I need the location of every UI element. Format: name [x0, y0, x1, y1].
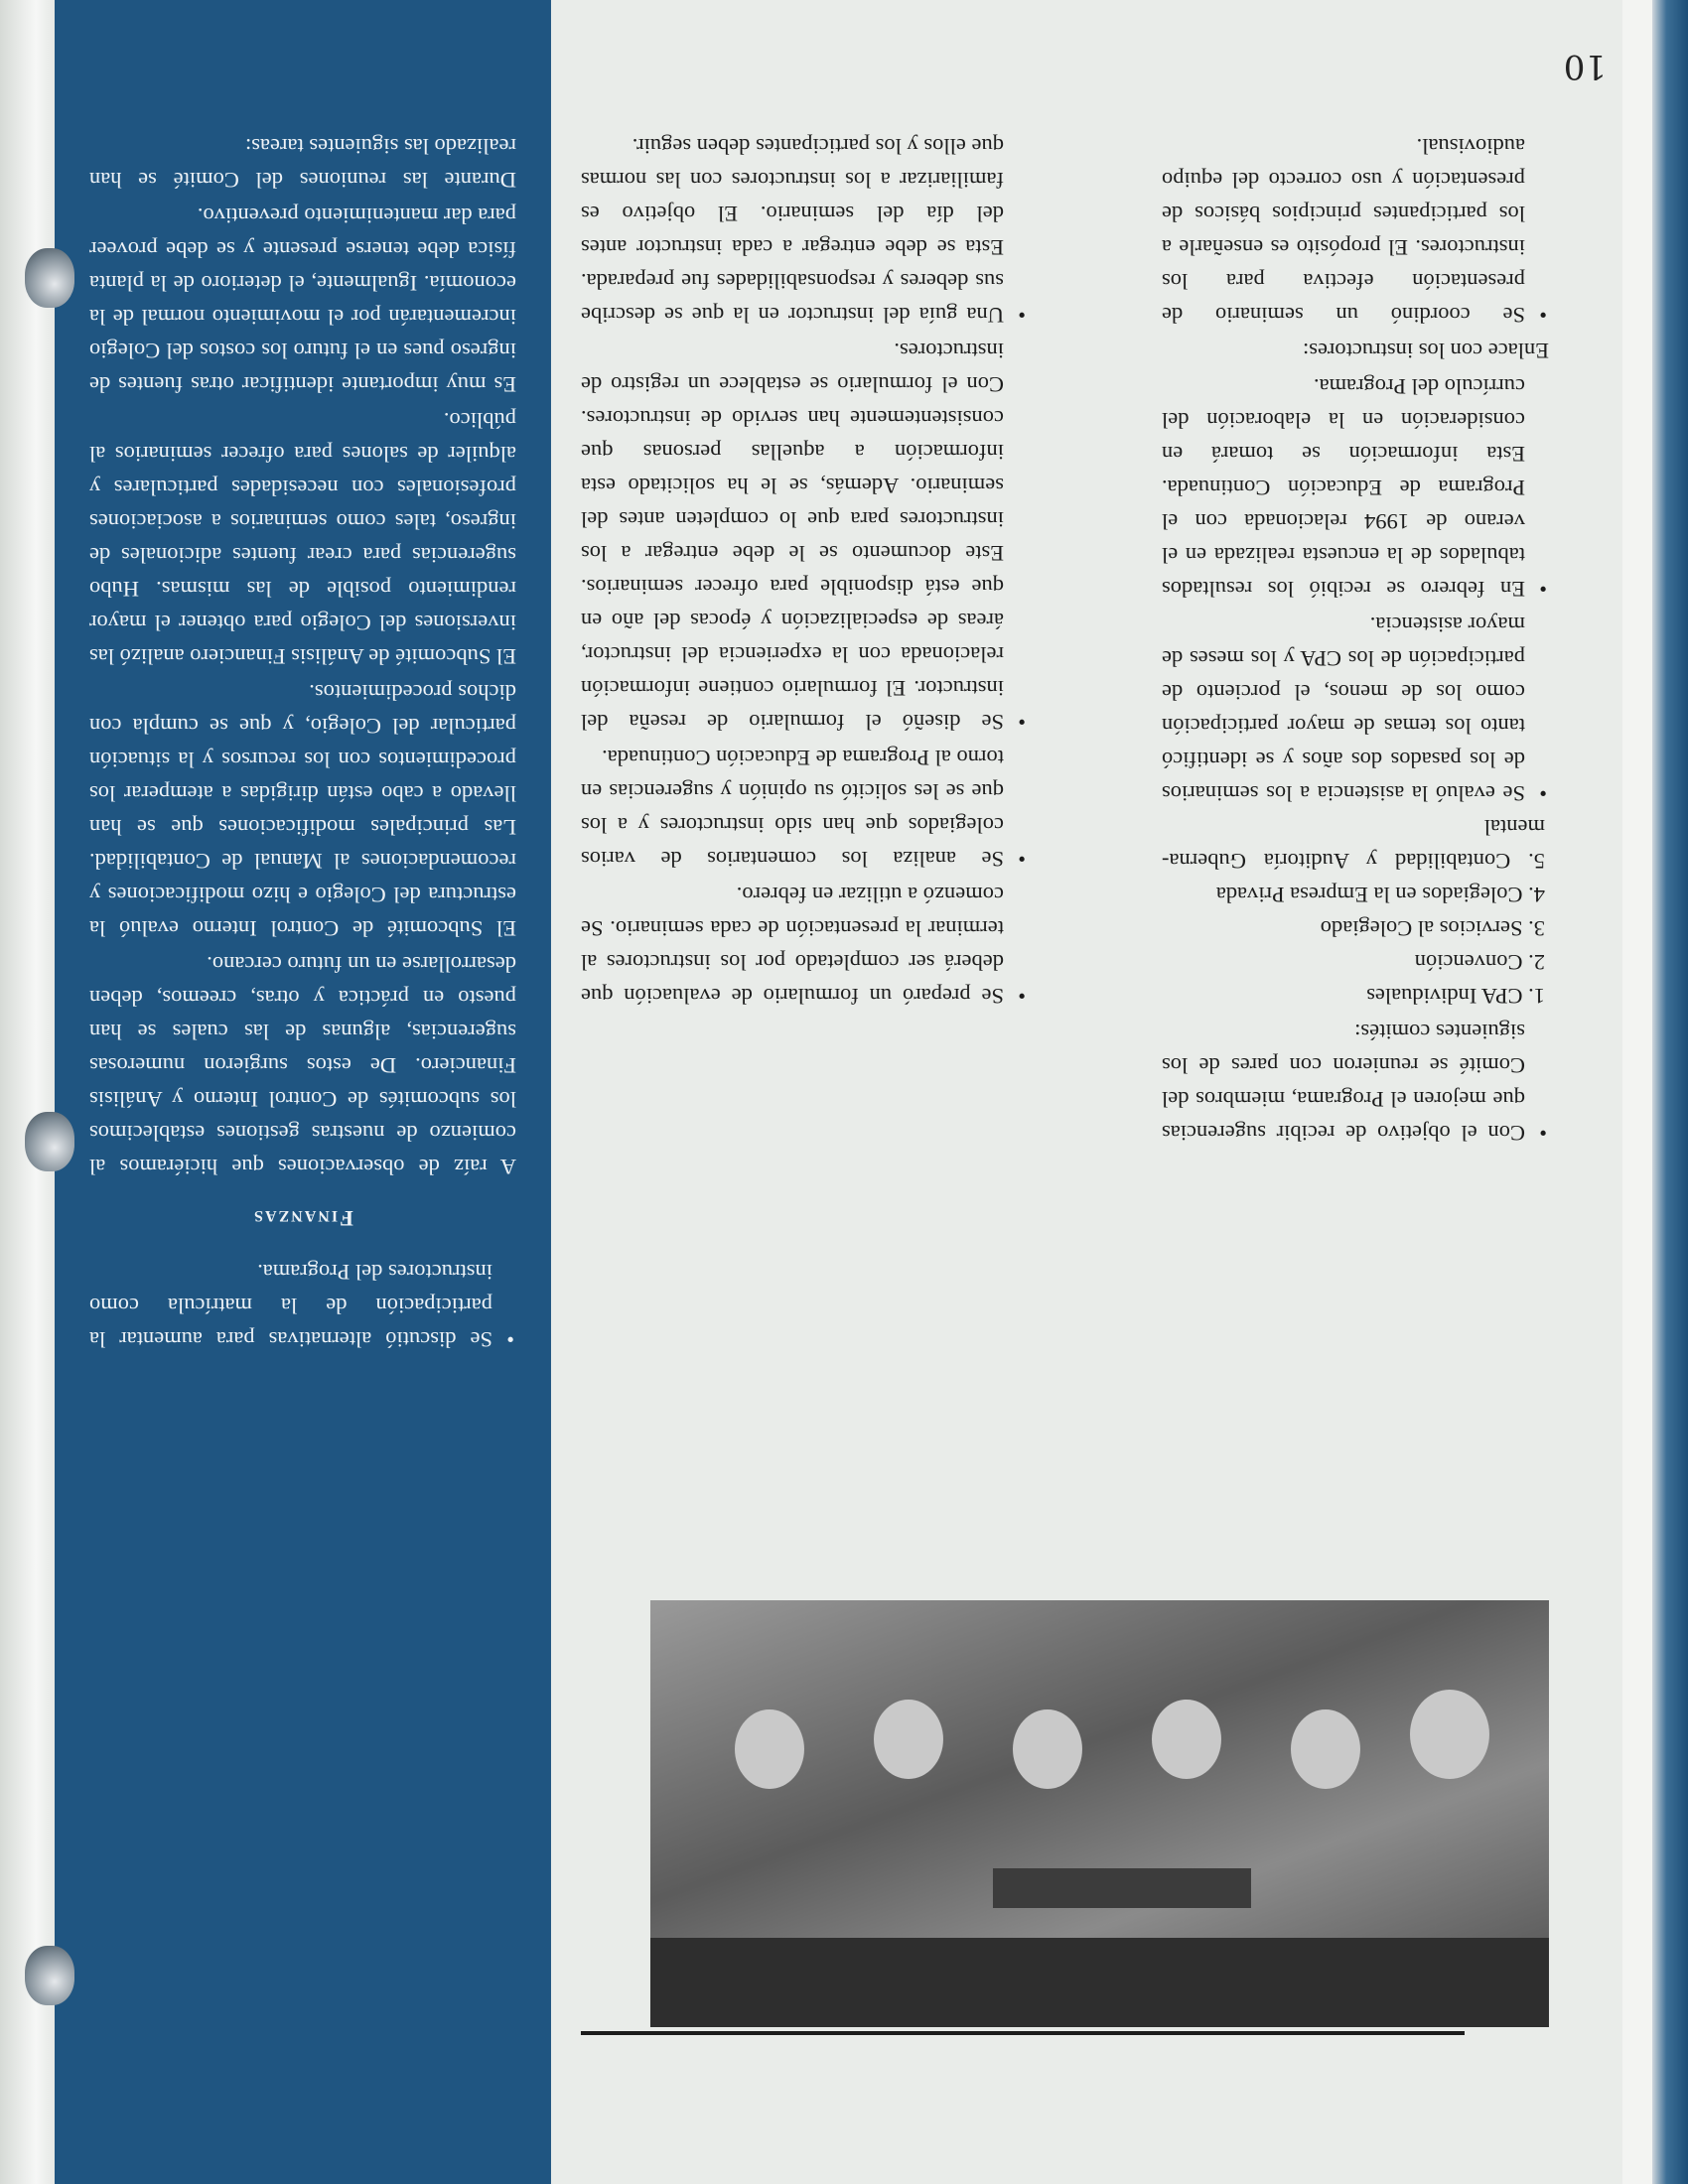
column-1-flow [1162, 129, 1549, 1150]
binder-ring [25, 1946, 74, 2005]
col2-bullet-4: • Una guía del instructor en la que se describe sus deberes y responsabilidades fue preparada. Esta se debe entregar a cada instructor antes del día del seminario. El objetivo es familiarizar a los instructores con las normas que ellos y los participantes deben seguir. [581, 129, 1028, 332]
col1-bullet-3: • En febrero se recibió los resultados tabulados de la encuesta realizada en el verano de 1994 relacionada con el Programa de Educación Continuada. Esta información se tomará en consideración en la elaboración del currículo del Programa. [1162, 369, 1549, 606]
col2-bullet-2: • Se analiza los comentarios de varios colegiados que han sido instructores y a los que se les solicitó su opinión y sugerencias en torno al Programa de Educación Continuada. [581, 741, 1028, 876]
photo-person [1152, 1700, 1221, 1779]
col3-paragraph: El Subcomité de Análisis Financiero analizó las inversiones del Colegio para obtener el mayor rendimiento posible de las mismas. Hubo sugerencias para crear fuentes adicionales de ingreso, tales como seminarios a asociaciones profesionales con necesidades particulares y alquiler de salones para ofrecer seminarios al público. [89, 408, 516, 669]
column-1 [1162, 0, 1549, 1146]
column-2-flow [581, 129, 1028, 1013]
col1-bullet-2: • Se evaluó la asistencia a los seminarios de los pasados dos años y se identificó tanto los temas de mayor participación como los de menos, el porciento de participación de los CPA y los meses de mayor asistencia. [1162, 608, 1549, 810]
column-3 [89, 0, 516, 1352]
section-heading: Finanzas [252, 1206, 353, 1231]
spine-edge [1652, 0, 1688, 2184]
page-margin-strip [1622, 0, 1652, 2184]
committee-item: 1. CPA Individuales [1366, 984, 1545, 1009]
photo-person [1013, 1709, 1082, 1789]
enlace-heading: Enlace con los instructores: [1302, 339, 1549, 363]
column-3-flow [89, 129, 516, 1356]
committee-item: 3. Servicios al Colegiado [1320, 916, 1545, 941]
group-photo [650, 1600, 1549, 2027]
committee-item: 4. Colegiados en la Empresa Privada [1215, 883, 1545, 907]
binder-ring [25, 248, 74, 308]
photo-background [650, 1938, 1549, 2027]
binder-edge [0, 0, 60, 2184]
committee-item: 2. Convención [1414, 950, 1545, 975]
photo-person [1410, 1690, 1489, 1779]
col3-paragraph: Durante las reuniones del Comité se han realizado las siguientes tareas: [89, 134, 516, 193]
col2-bullet-3: • Se diseñó el formulario de reseña del instructor. El formulario contiene información relacionada con la experiencia del instructor, áreas de especialización y épocas del año en que está disponible para ofrecer seminarios. Este documento se le debe entregar a los instructores para que lo completen antes del seminario. Además, se le ha solicitado esta información a aquellas personas que consistentemente han servido de instructores. Con el formulario se establece un registro de instructores. [581, 334, 1028, 739]
photo-person [874, 1700, 943, 1779]
col3-paragraph: A raíz de observaciones que hiciéramos al comienzo de nuestras gestiones establecimos los subcomités de Control Interno y Análisis Financiero. De estos surgieron numerosas sugerencias, algunas de las cuales se han puesto en práctica y otras, creemos, deben desarrollarse en un futuro cercano. [89, 952, 516, 1179]
header-rule [581, 2031, 1465, 2035]
col2-bullet-1: • Se preparó un formulario de evaluación que deberá ser completado por los instructores al terminar la presentación de cada seminario. Se comenzó a utilizar en febrero. [581, 878, 1028, 1013]
col3-paragraph: El Subcomité de Control Interno evaluó la estructura del Colegio e hizo modificaciones y recomendaciones al Manual de Contabilidad. Las principales modificaciones que se han llevado a cabo están dirigidas a atemperar los procedimientos con los recursos y la situación particular del Colegio, y que se cumpla con dichos procedimientos. [89, 680, 516, 941]
col3-paragraph: Es muy importante identificar otras fuentes de ingreso pues en el futuro los costos del Colegio incrementarán por el movimiento normal de la economía. Igualmente, el deterioro de la planta física debe tenerse presente y se debe proveer para dar mantenimiento preventivo. [89, 204, 516, 397]
photo-person [1291, 1709, 1360, 1789]
column-2 [581, 0, 1028, 1009]
col1-bullet-1: • Con el objetivo de recibir sugerencias que mejoren el Programa, miembros del Comité se reunieron con pares de los siguientes comités: [1162, 1015, 1549, 1150]
page-number: 10 [1563, 47, 1607, 86]
committee-list [1162, 810, 1545, 1013]
col3-bullet-1: • Se discutió alternativas para aumentar la participación de la matrícula como instructores del Programa. [89, 1255, 516, 1356]
binder-ring [25, 1112, 74, 1171]
committee-item: 5. Contabilidad y Auditoría Guberna-mental [1162, 815, 1545, 874]
photo-table [993, 1868, 1251, 1908]
photo-person [735, 1709, 804, 1789]
col1-bullet-4: • Se coordinó un seminario de presentación efectiva para los instructores. El propósito es enseñarle a los participantes principios básicos de presentación y uso correcto del equipo audiovisual. [1162, 129, 1549, 332]
